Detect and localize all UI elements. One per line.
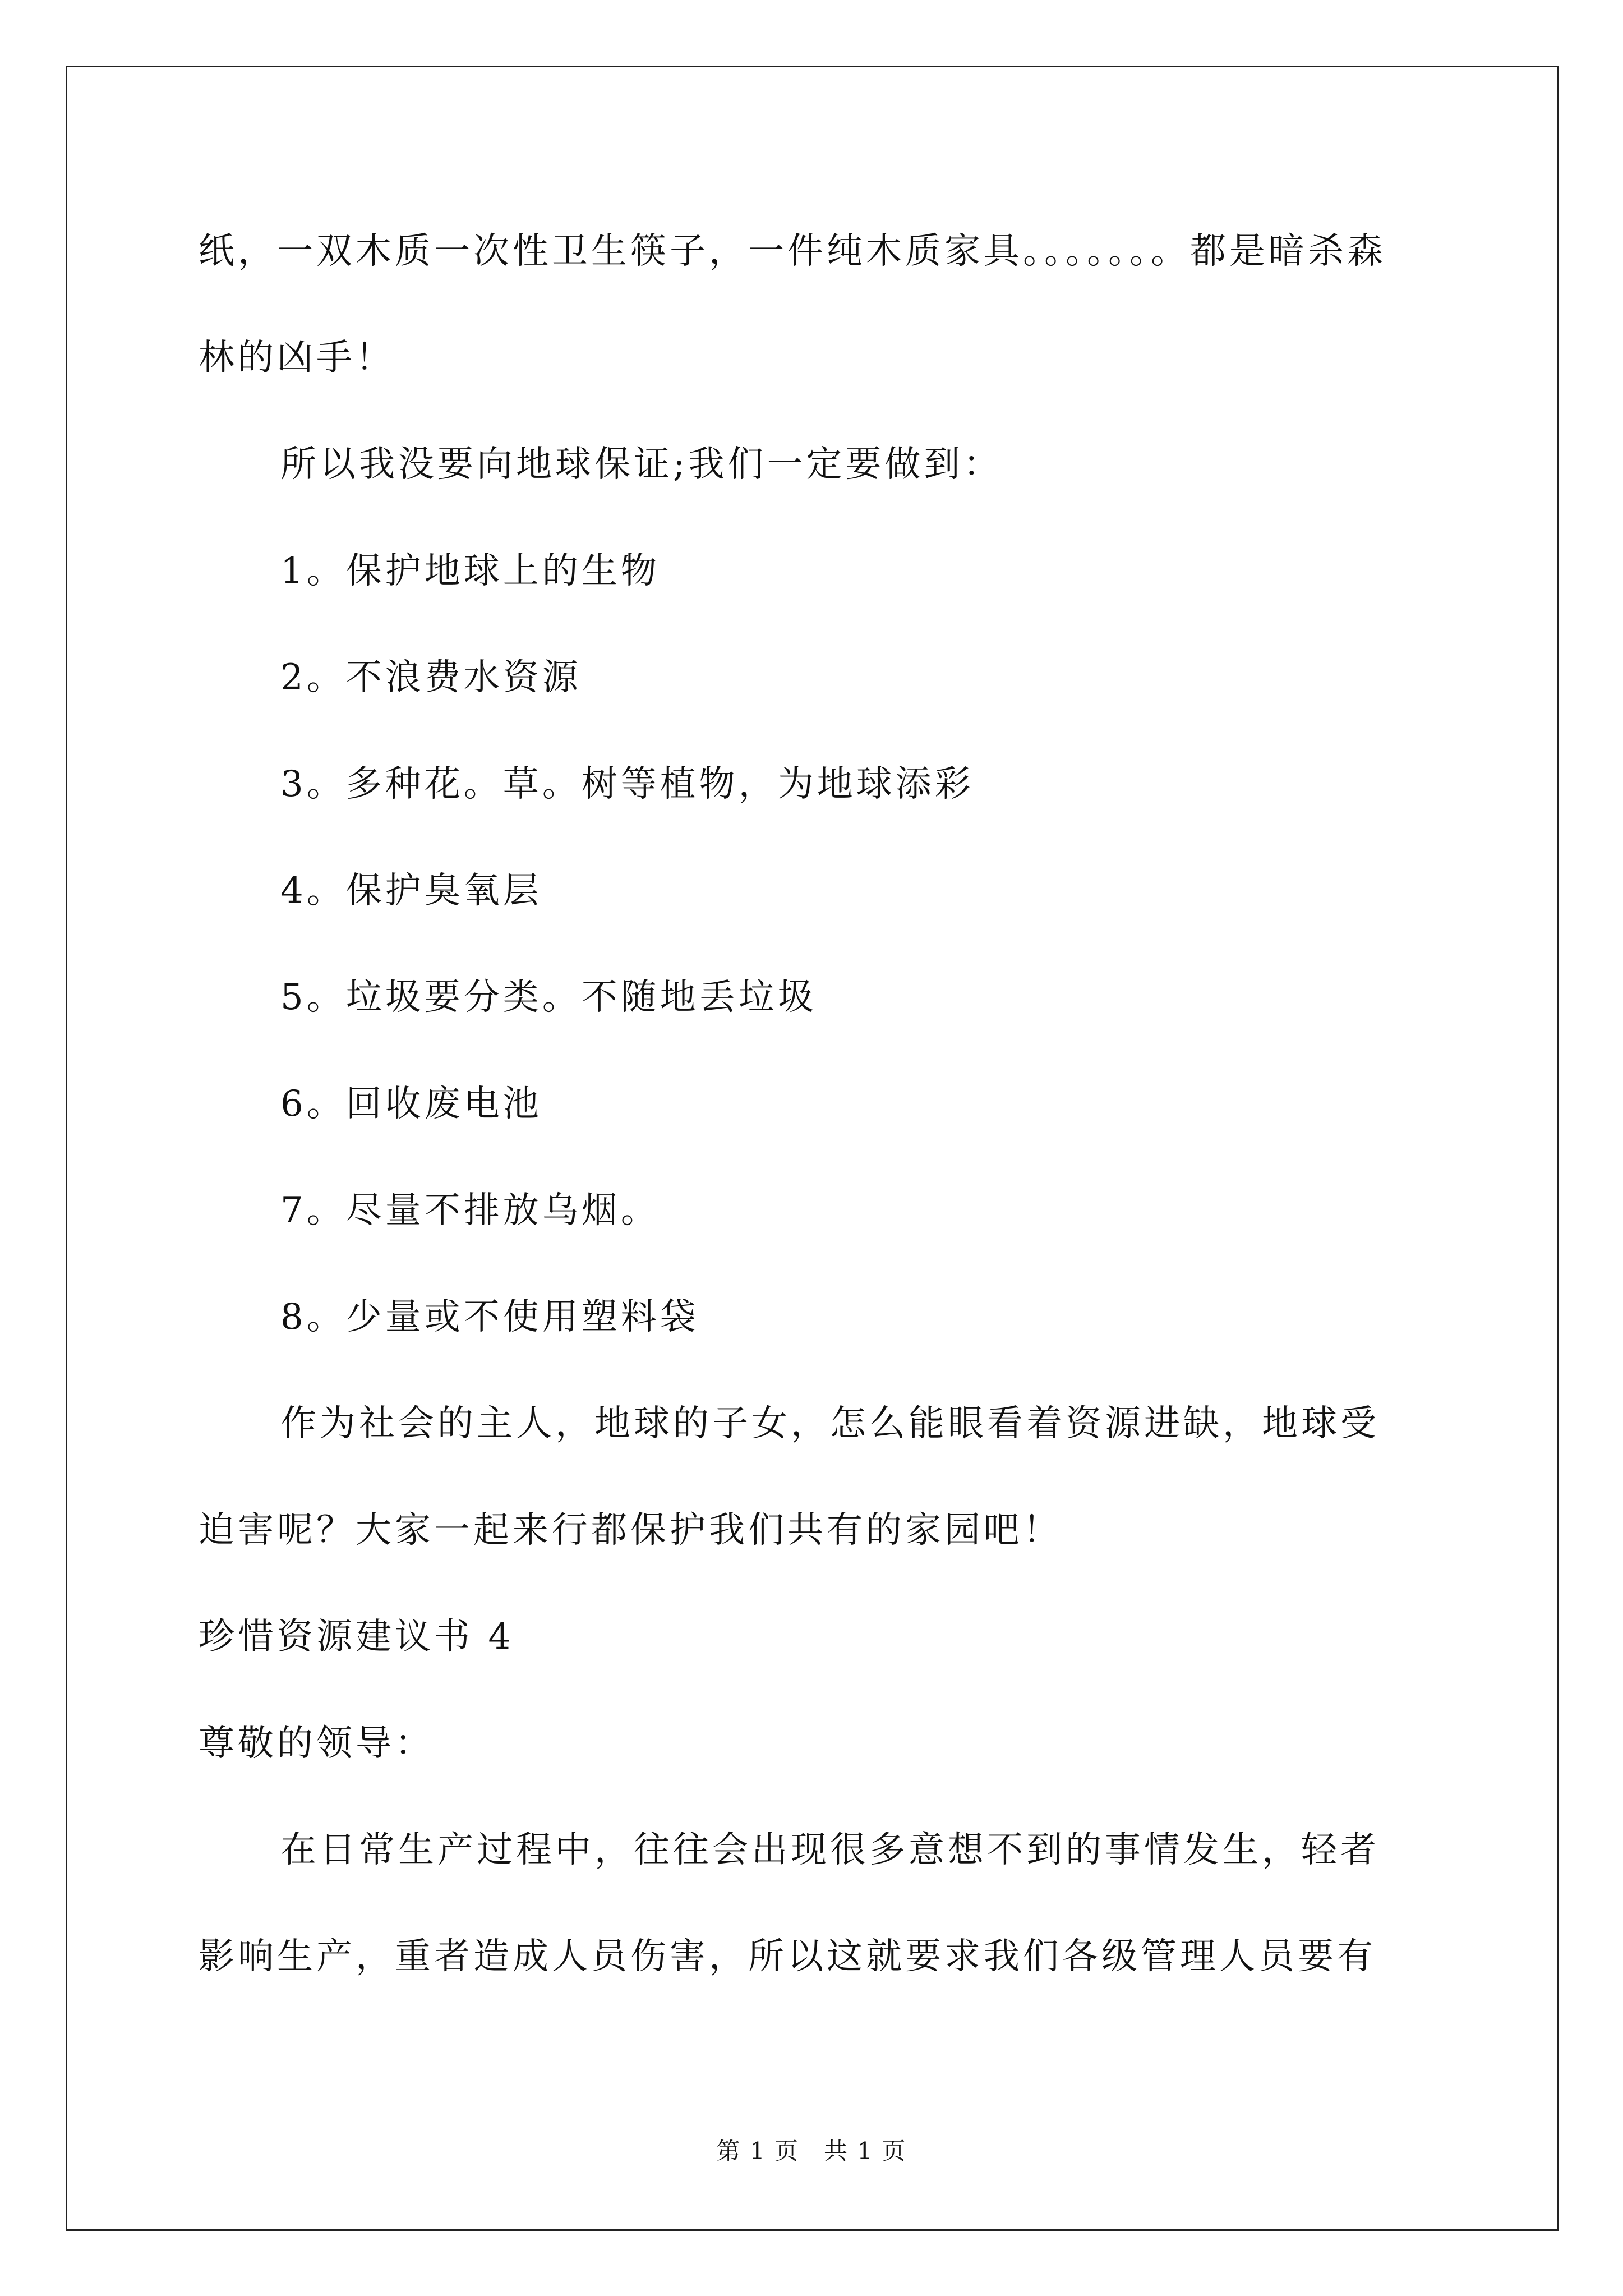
page-border <box>66 66 1559 2231</box>
list-item-3: 3。多种花。草。树等植物，为地球添彩 <box>280 763 974 805</box>
body-line-1: 纸，一双木质一次性卫生筷子，一件纯木质家具。。。。。。。都是暗杀森 <box>199 231 1386 272</box>
body-line-12: 作为社会的主人，地球的子女，怎么能眼看着资源进缺，地球受 <box>280 1403 1380 1444</box>
list-item-2: 2。不浪费水资源 <box>280 657 582 698</box>
body-line-13: 迫害呢？大家一起来行都保护我们共有的家园吧！ <box>199 1510 1062 1551</box>
list-item-7: 7。尽量不排放乌烟。 <box>280 1190 660 1231</box>
body-line-3: 所以我没要向地球保证;我们一定要做到： <box>280 444 1003 485</box>
list-item-8: 8。少量或不使用塑料袋 <box>280 1296 699 1338</box>
list-item-5: 5。垃圾要分类。不随地丢垃圾 <box>280 977 817 1018</box>
body-line-17: 影响生产，重者造成人员伤害，所以这就要求我们各级管理人员要有 <box>199 1936 1376 1977</box>
list-item-1: 1。保护地球上的生物 <box>280 550 660 592</box>
salutation: 尊敬的领导： <box>199 1723 434 1764</box>
section-heading: 珍惜资源建议书 4 <box>199 1616 515 1658</box>
body-line-16: 在日常生产过程中，往往会出现很多意想不到的事情发生，轻者 <box>280 1829 1380 1871</box>
page-number-footer: 第 1 页 共 1 页 <box>716 2137 907 2165</box>
list-item-6: 6。回收废电池 <box>280 1083 542 1125</box>
list-item-4: 4。保护臭氧层 <box>280 870 542 912</box>
body-line-2: 林的凶手！ <box>199 337 395 379</box>
